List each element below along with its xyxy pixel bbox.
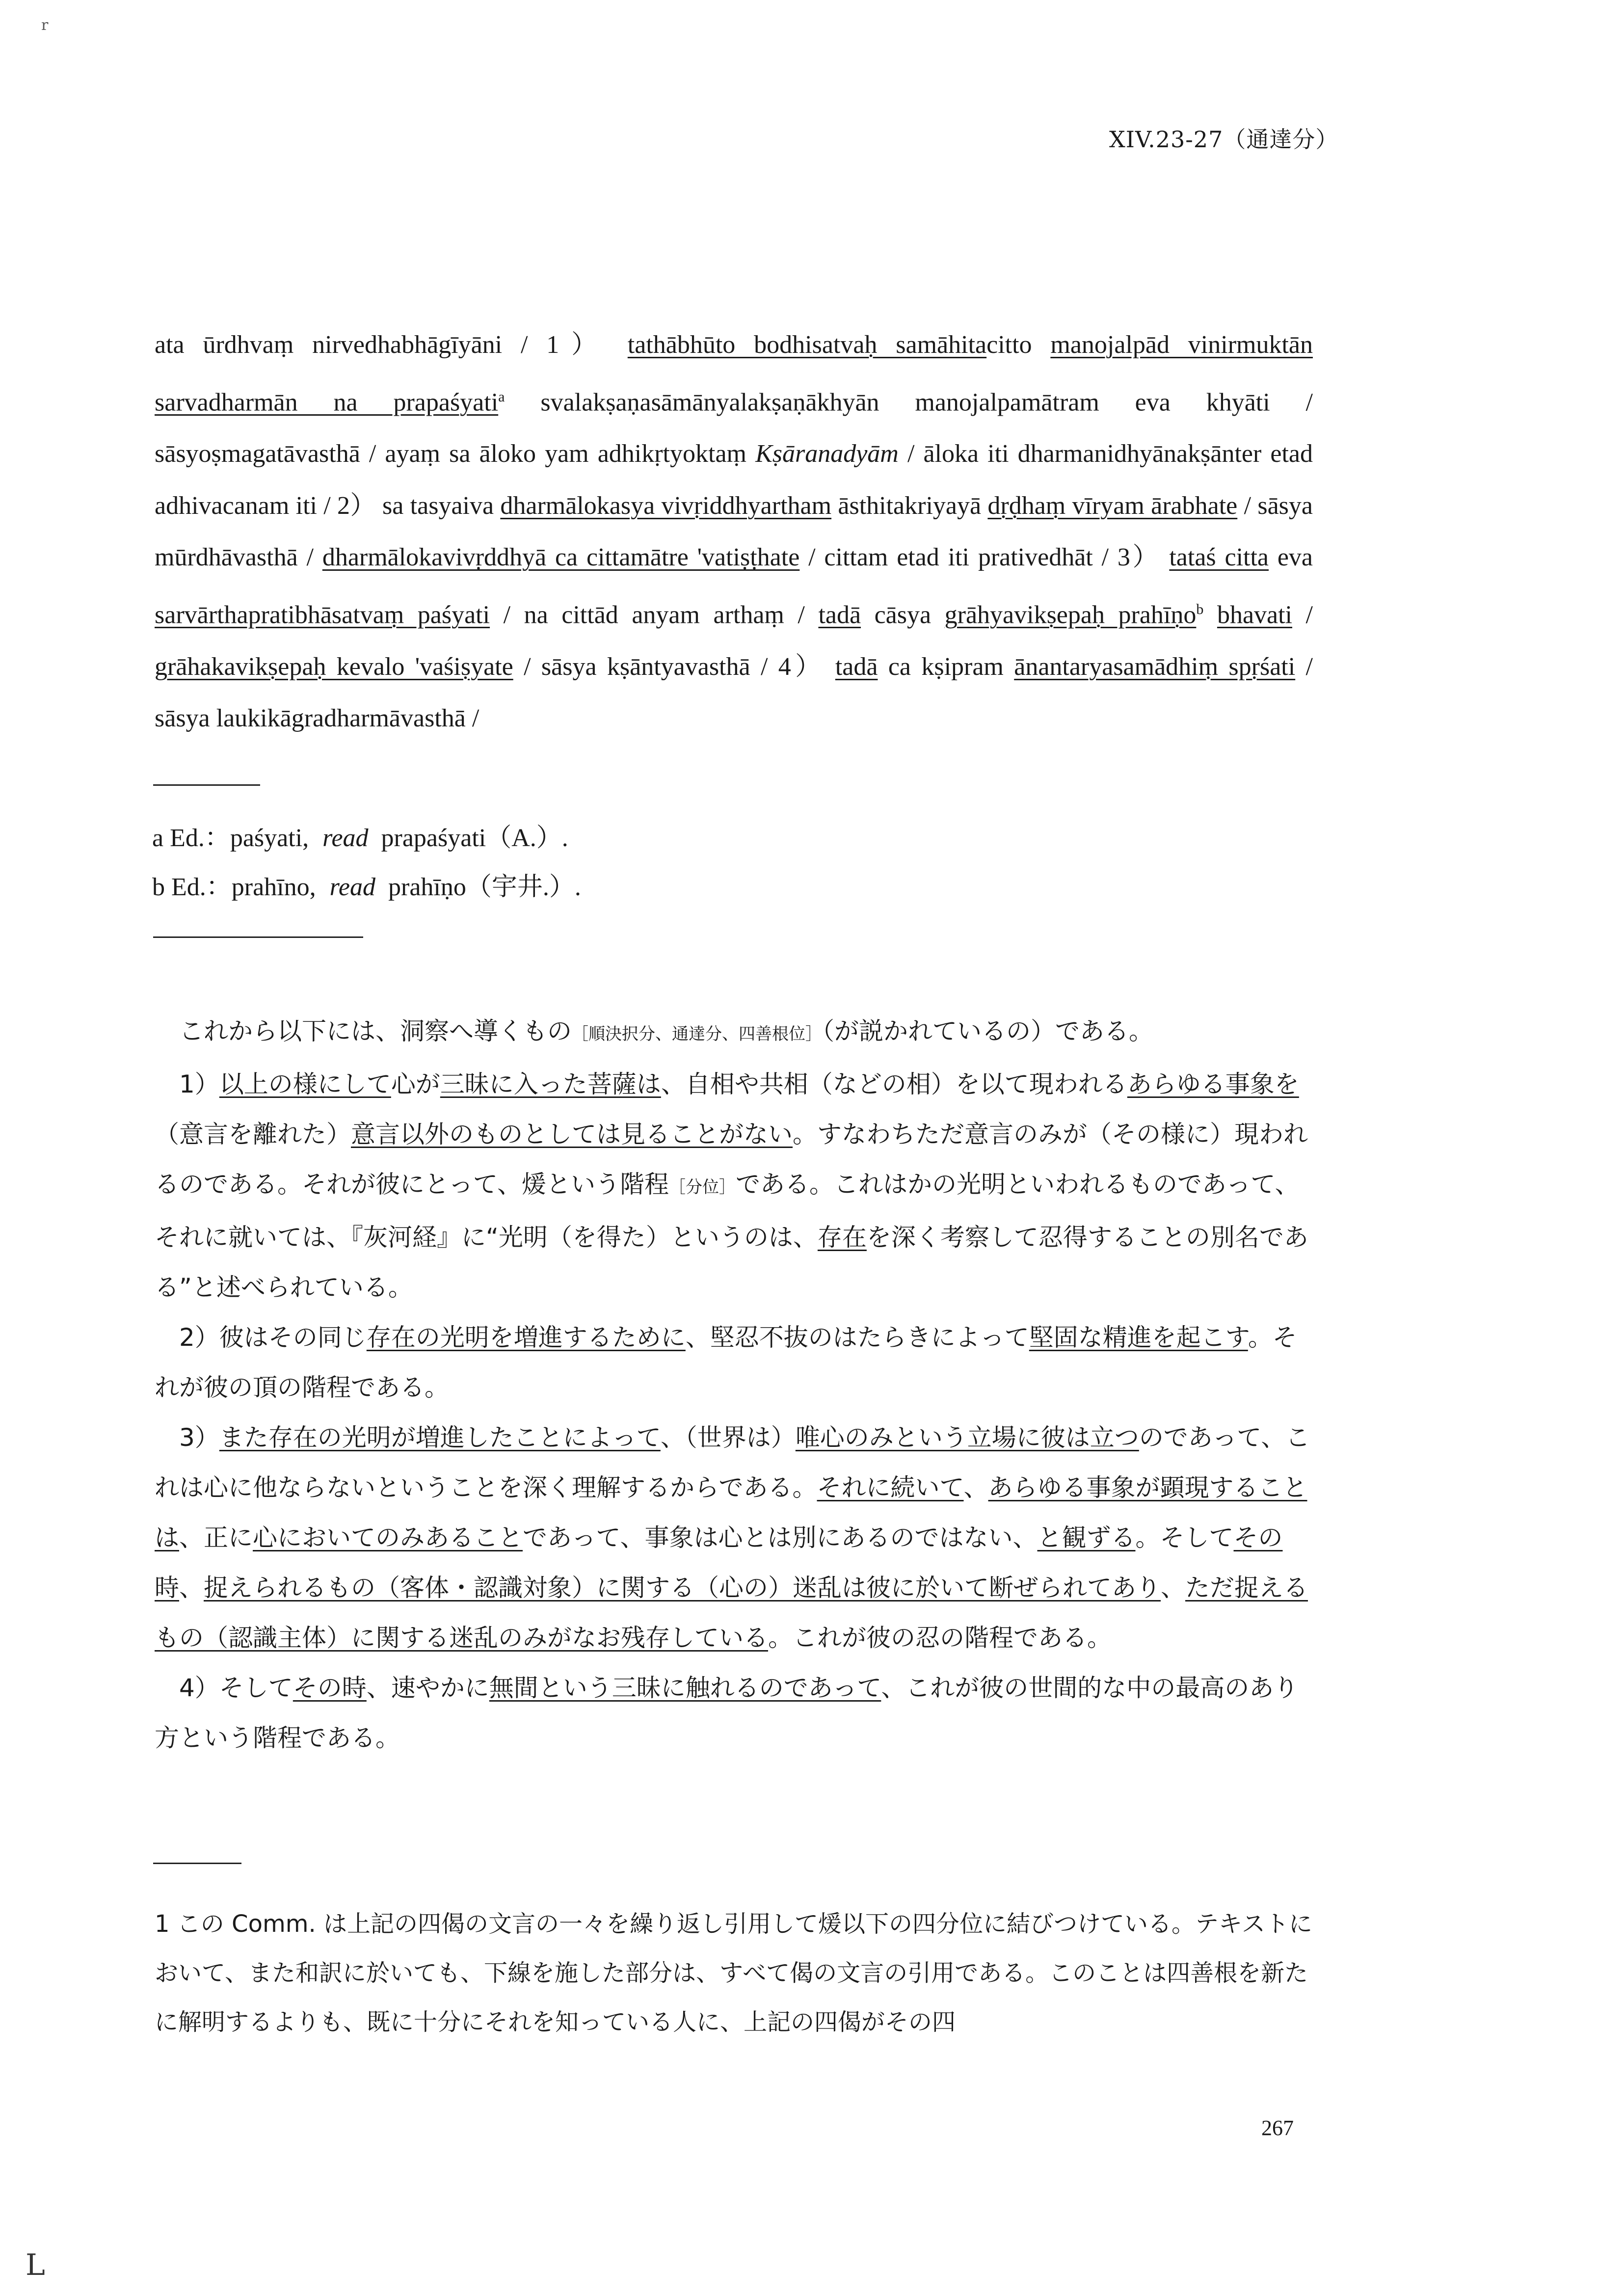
- italic-title: Kṣāranadyām: [755, 440, 899, 468]
- paragraph-3: [155, 1413, 1313, 1663]
- quoted-verse: その時: [293, 1674, 367, 1702]
- text: 。そして: [1135, 1523, 1234, 1552]
- text: 、速やかに: [366, 1674, 489, 1702]
- paragraph-1: [155, 1059, 1313, 1312]
- note-read: read: [329, 873, 375, 901]
- text: これから以下には、洞察へ導くもの: [179, 1017, 572, 1045]
- quoted-verse: 無間という三昧に触れるのであって: [489, 1674, 881, 1702]
- text: eva: [1269, 543, 1313, 572]
- text: 2）彼はその同じ: [179, 1323, 367, 1352]
- quoted-verse: 三昧に入った菩薩は: [440, 1070, 661, 1098]
- quoted-verse: dṛḍhaṃ vīryam ārabhate: [987, 491, 1238, 520]
- text: 、自相や共相（などの相）を以て現われる: [661, 1070, 1127, 1098]
- text: / cittam etad iti prativedhāt / 3）: [799, 543, 1170, 572]
- quoted-verse: 存在の光明を増進するために: [366, 1323, 686, 1352]
- paragraph-intro: [155, 1006, 1313, 1059]
- text: [1203, 601, 1217, 629]
- text: āsthitakriyayā: [831, 491, 988, 520]
- text: 、: [963, 1473, 988, 1502]
- text: 、（世界は）: [660, 1423, 796, 1452]
- text: / na cittād anyam arthaṃ /: [490, 601, 819, 629]
- note-a: [152, 814, 581, 863]
- running-header: XIV.23-27（通達分）: [1109, 126, 1339, 153]
- bracket-note: ［分位］: [669, 1177, 736, 1197]
- footnote-rule: [153, 1863, 241, 1864]
- note-ref-b: b: [1196, 601, 1204, 617]
- quoted-verse: tathābhūto bodhisatvaḥ samāhita: [627, 331, 987, 359]
- quoted-verse: tadā: [818, 601, 861, 629]
- text: 心が: [391, 1070, 440, 1098]
- quoted-verse: bhavati: [1217, 601, 1292, 629]
- text: ca kṣipram: [878, 652, 1014, 681]
- text: cāsya: [861, 601, 945, 629]
- footnote-1: 1 この Comm. は上記の四偈の文言の一々を繰り返し引用して煖以下の四分位に結びつけている。テキストにおいて、また和訳に於いても、下線を施した部分は、すべて偈の文言の引用である。このことは四善根を新たに解明するよりも、既に十分にそれを知っている人に、上記の四偈がその四: [155, 1910, 1313, 2036]
- text: を深く考察して忍得することの別名である”と述べられている。: [155, 1223, 1308, 1302]
- text: / sāsya laukikāgradharmāvasthā /: [155, 652, 1313, 733]
- quoted-verse: それに続いて: [817, 1473, 964, 1502]
- text: 。これが彼の忍の階程である。: [768, 1624, 1112, 1652]
- note-value: prahīṇo（宇井.）.: [388, 873, 581, 901]
- quoted-verse: また存在の光明が増進したことによって: [219, 1423, 661, 1452]
- quoted-verse: 意言以外のものとしては見ることがない: [351, 1120, 793, 1148]
- text: 、: [179, 1574, 204, 1602]
- quoted-verse: dharmālokasya vivṛiddhyartham: [500, 491, 832, 520]
- quoted-verse: 存在: [817, 1223, 867, 1252]
- text: citto: [986, 331, 1051, 359]
- text: （意言を離れた）: [155, 1120, 351, 1148]
- text: 、: [1161, 1574, 1185, 1602]
- quoted-verse: あらゆる事象が顕現することは: [155, 1473, 1307, 1552]
- note-read: read: [322, 824, 369, 852]
- text: 、これが彼の世間的な中の最高のあり方という階程である。: [155, 1674, 1299, 1752]
- text: 、堅忍不抜のはたらきによって: [685, 1323, 1029, 1352]
- text: svalakṣaṇasāmānyalakṣaṇākhyān manojalpamātram eva khyāti / sāsyoṣmagatāvasthā / ayaṃ sa āloko yam adhikṛtyoktaṃ: [155, 388, 1313, 468]
- text: 3）: [179, 1423, 219, 1452]
- separator-rule: [153, 936, 363, 938]
- quoted-verse: 以上の様にして: [219, 1070, 391, 1098]
- note-value: prapaśyati（A.）.: [381, 824, 568, 852]
- paragraph-4: [155, 1663, 1313, 1763]
- quoted-verse: manojalpād vinirmuktān sarvadharmān na prapaśyati: [155, 331, 1313, 416]
- text: である。これはかの光明といわれるものであって、それに就いては、『灰河経』に“光明（を得た）というのは、: [155, 1170, 1300, 1252]
- textual-notes: [152, 814, 581, 912]
- scan-mark-top: r: [41, 17, 49, 34]
- text: / sāsya mūrdhāvasthā /: [155, 491, 1313, 572]
- quoted-verse: 心においてのみあること: [253, 1523, 523, 1552]
- text: / āloka iti dharmanidhyānakṣānter etad adhivacanam iti / 2） sa tasyaiva: [155, 440, 1313, 520]
- text: 4）そして: [179, 1674, 293, 1702]
- note-label: a Ed.：paśyati,: [152, 824, 309, 852]
- paragraph-2: [155, 1312, 1313, 1413]
- quoted-verse: 捉えられるもの（客体・認識対象）に関する（心の）迷乱は彼に於いて断ぜられてあり: [204, 1574, 1161, 1602]
- quoted-verse: grāhakavikṣepaḥ kevalo 'vaśiṣyate: [155, 652, 513, 681]
- scan-mark-bottom: L: [26, 2248, 45, 2282]
- japanese-translation: [155, 1006, 1313, 1763]
- quoted-verse: その時: [155, 1523, 1283, 1602]
- quoted-verse: tadā: [835, 652, 878, 681]
- quoted-verse: あらゆる事象を: [1127, 1070, 1299, 1098]
- quoted-verse: tataś citta: [1169, 543, 1269, 572]
- text: であって、事象は心とは別にあるのではない、: [523, 1523, 1038, 1552]
- note-b: [152, 863, 581, 912]
- text: 1）: [179, 1070, 219, 1098]
- quoted-verse: grāhyavikṣepaḥ prahīṇo: [944, 601, 1197, 629]
- text: 。すなわちただ意言のみが（その様に）現われるのである。それが彼にとって、煖という階程: [155, 1120, 1308, 1199]
- page-number: 267: [1261, 2116, 1294, 2140]
- text: 、正に: [179, 1523, 253, 1552]
- text: のであって、これは心に他ならないということを深く理解するからである。: [155, 1423, 1310, 1502]
- bracket-note: ［順決択分、通達分、四善根位］: [572, 1024, 822, 1044]
- quoted-verse: ānantaryasamādhiṃ spṛśati: [1014, 652, 1296, 681]
- text: / sāsya kṣāntyavasthā / 4）: [513, 652, 835, 681]
- quoted-verse: と観ずる: [1037, 1523, 1136, 1552]
- quoted-verse: ただ捉えるもの（認識主体）に関する迷乱のみがなお残存している: [155, 1574, 1308, 1652]
- quoted-verse: dharmālokavivṛddhyā ca cittamātre 'vatiṣṭhate: [322, 543, 800, 572]
- text: 。それが彼の頂の階程である。: [155, 1323, 1297, 1402]
- quoted-verse: sarvārthapratibhāsatvaṃ paśyati: [155, 601, 490, 629]
- text: /: [1292, 601, 1313, 629]
- text: ata ūrdhvaṃ nirvedhabhāgīyāni / 1）: [155, 331, 609, 359]
- separator-rule: [153, 784, 260, 786]
- note-label: b Ed.：prahīno,: [152, 873, 316, 901]
- note-ref-a: a: [498, 388, 505, 405]
- sanskrit-passage: [155, 319, 1313, 745]
- quoted-verse: 堅固な精進を起こす: [1029, 1323, 1248, 1352]
- quoted-verse: 唯心のみという立場に彼は立つ: [795, 1423, 1139, 1452]
- text: （が説かれているの）である。: [822, 1017, 1153, 1045]
